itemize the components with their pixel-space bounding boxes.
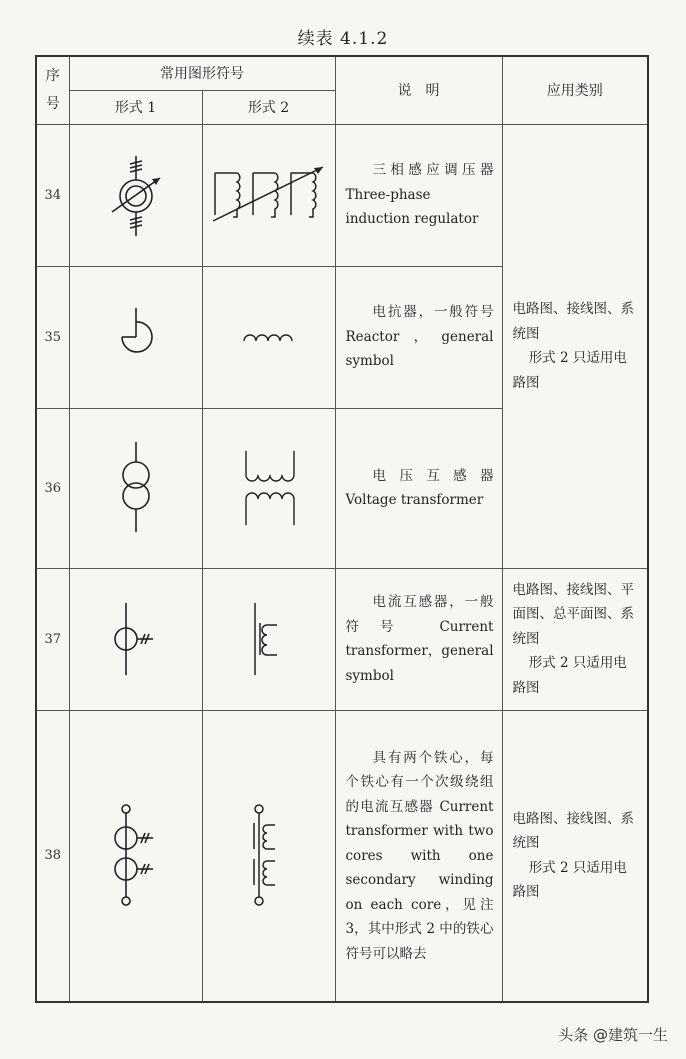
header-category: 应用类别 xyxy=(502,56,648,124)
row-description: 电压互感器 Voltage transformer xyxy=(335,408,502,568)
symbol-form1 xyxy=(69,568,202,710)
voltage-transformer-symbol-icon xyxy=(106,438,166,538)
header-form1: 形式 1 xyxy=(69,90,202,124)
row-number: 35 xyxy=(36,266,69,408)
header-seq: 序号 xyxy=(36,56,69,124)
symbol-form2 xyxy=(202,568,335,710)
reactor-symbol-icon xyxy=(106,302,166,372)
category-cell: 电路图、接线图、系统图 形式 2 只适用电路图 xyxy=(502,124,648,568)
table-row xyxy=(36,710,648,1002)
symbol-form1 xyxy=(69,710,202,1002)
row-number: 38 xyxy=(36,710,69,1002)
row-description: 具有两个铁心，每个铁心有一个次级绕组的电流互感器 Current transformer with two cores with one secondary winding on each core，见注 3，其中形式 2 中的铁心符号可以略去 xyxy=(335,710,502,1002)
two-core-current-transformer-winding-icon xyxy=(239,801,299,911)
reactor-coil-icon xyxy=(234,327,304,347)
symbol-form2 xyxy=(202,710,335,1002)
row-number: 37 xyxy=(36,568,69,710)
symbol-form1 xyxy=(69,124,202,266)
symbol-form2 xyxy=(202,408,335,568)
header-symbols: 常用图形符号 xyxy=(69,56,335,90)
table-row xyxy=(36,124,648,266)
category-cell: 电路图、接线图、系统图 形式 2 只适用电路图 xyxy=(502,710,648,1002)
symbol-table xyxy=(35,55,649,1003)
table-caption: 续表 4.1.2 xyxy=(297,29,389,49)
current-transformer-symbol-icon xyxy=(101,599,171,679)
row-number: 34 xyxy=(36,124,69,266)
header-description: 说 明 xyxy=(335,56,502,124)
three-phase-induction-regulator-symbol-icon xyxy=(96,150,176,240)
category-cell: 电路图、接线图、平面图、总平面图、系统图 形式 2 只适用电路图 xyxy=(502,568,648,710)
row-number: 36 xyxy=(36,408,69,568)
header-form2: 形式 2 xyxy=(202,90,335,124)
symbol-form2 xyxy=(202,124,335,266)
row-description: 电抗器，一般符号 Reactor，general symbol xyxy=(335,266,502,408)
symbol-form2 xyxy=(202,266,335,408)
symbol-form1 xyxy=(69,408,202,568)
current-transformer-winding-icon xyxy=(239,599,299,679)
two-core-current-transformer-symbol-icon xyxy=(101,801,171,911)
row-description: 三相感应调压器 Three-phase induction regulator xyxy=(335,124,502,266)
table-row xyxy=(36,568,648,710)
three-phase-regulator-windings-icon xyxy=(209,155,329,235)
voltage-transformer-windings-icon xyxy=(234,443,304,533)
watermark: 头条 @建筑一生 xyxy=(558,1026,668,1044)
row-description: 电流互感器，一般符号 Current transformer，general symbol xyxy=(335,568,502,710)
symbol-form1 xyxy=(69,266,202,408)
